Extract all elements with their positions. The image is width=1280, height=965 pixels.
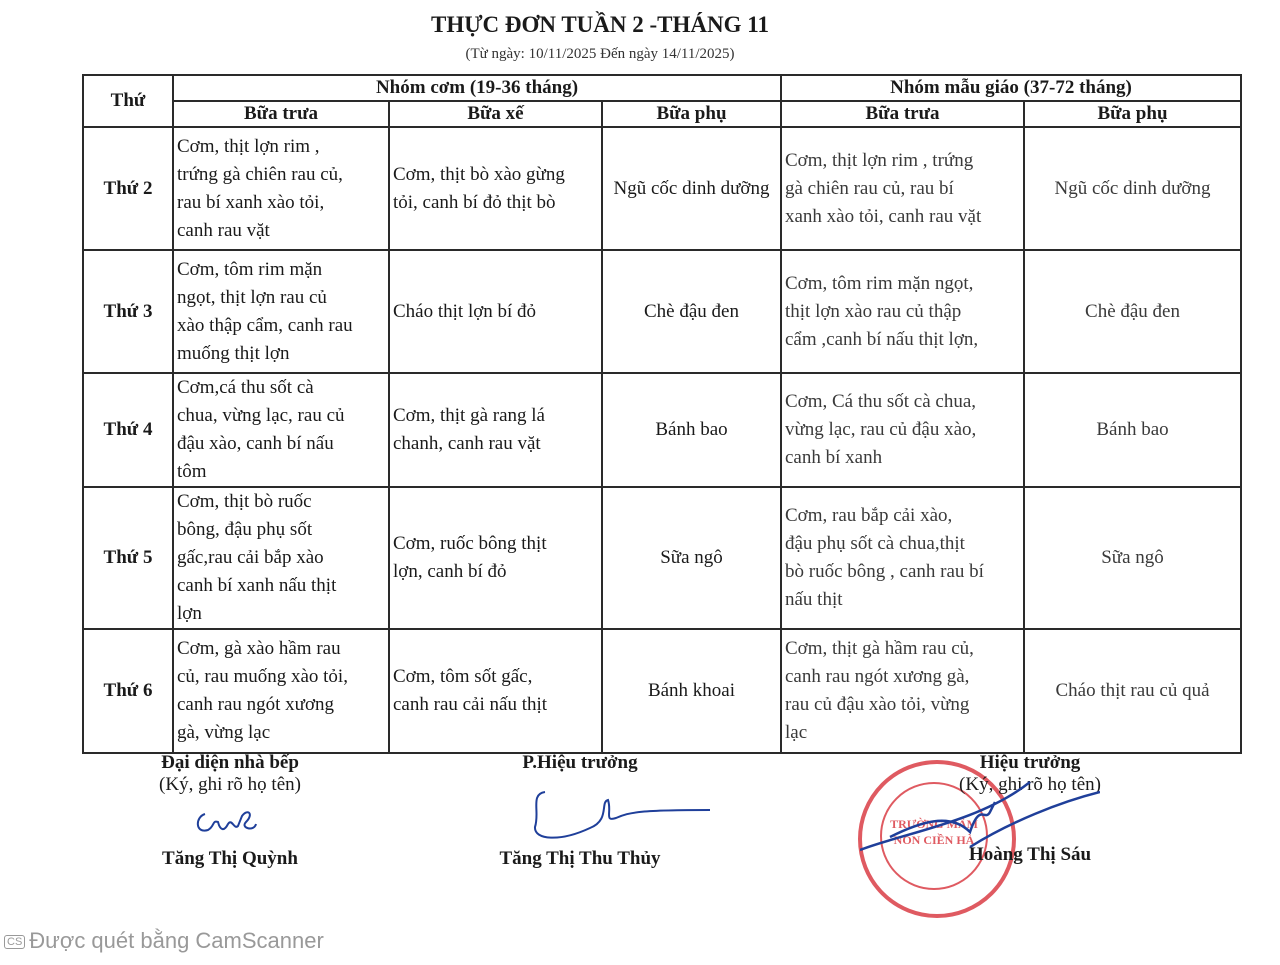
official-stamp: TRƯỜNG MẦM NON CIỀN HÀ xyxy=(858,760,1016,918)
signer-name: Tăng Thị Quỳnh xyxy=(162,848,298,869)
subheader-0: Bữa trưa xyxy=(173,101,389,127)
signer-note: (Ký, ghi rõ họ tên) xyxy=(159,774,301,795)
menu-cell: Bánh bao xyxy=(602,373,781,487)
camscanner-watermark: CS Được quét bằng CamScanner xyxy=(4,928,324,954)
menu-cell: Cơm, tôm sốt gấc, canh rau cải nấu thịt xyxy=(389,629,602,753)
header-day: Thứ xyxy=(83,75,173,127)
signer-role: P.Hiệu trưởng xyxy=(522,752,638,773)
day-cell: Thứ 6 xyxy=(83,629,173,753)
table-row xyxy=(83,629,1241,753)
signer-role: Hiệu trưởng xyxy=(979,752,1081,773)
signer-name: Tăng Thị Thu Thủy xyxy=(499,848,661,869)
menu-cell: Cơm, tôm rim mặn ngọt, thịt lợn rau củ xào thập cẩm, canh rau muống thịt lợn xyxy=(173,250,389,373)
menu-cell: Cơm, tôm rim mặn ngọt, thịt lợn xào rau củ thập cẩm ,canh bí nấu thịt lợn, xyxy=(781,250,1024,373)
menu-cell: Cơm, thịt lợn rim , trứng gà chiên rau củ, rau bí xanh xào tỏi, canh rau vặt xyxy=(781,127,1024,250)
menu-cell: Cơm, thịt gà hầm rau củ, canh rau ngót xương gà, rau củ đậu xào tỏi, vừng lạc xyxy=(781,629,1024,753)
page-title: THỰC ĐƠN TUẦN 2 -THÁNG 11 xyxy=(431,12,769,37)
menu-cell: Bánh bao xyxy=(1024,373,1241,487)
menu-cell: Cơm,cá thu sốt cà chua, vừng lạc, rau củ đậu xào, canh bí nấu tôm xyxy=(173,373,389,487)
signer-note: (Ký, ghi rõ họ tên) xyxy=(959,774,1101,795)
menu-cell: Cháo thịt rau củ quả xyxy=(1024,629,1241,753)
day-cell: Thứ 2 xyxy=(83,127,173,250)
table-row xyxy=(83,127,1241,250)
day-cell: Thứ 3 xyxy=(83,250,173,373)
menu-cell: Sữa ngô xyxy=(602,487,781,629)
menu-cell: Cơm, thịt bò xào gừng tỏi, canh bí đỏ thịt bò xyxy=(389,127,602,250)
signature-vice-principal xyxy=(470,752,690,882)
table-row xyxy=(83,250,1241,373)
subheader-3: Bữa trưa xyxy=(781,101,1024,127)
menu-cell: Cơm, thịt bò ruốc bông, đậu phụ sốt gấc,rau cải bắp xào canh bí xanh nấu thịt lợn xyxy=(173,487,389,629)
day-cell: Thứ 4 xyxy=(83,373,173,487)
menu-cell: Chè đậu đen xyxy=(1024,250,1241,373)
menu-cell: Cơm, ruốc bông thịt lợn, canh bí đỏ xyxy=(389,487,602,629)
handwritten-signature xyxy=(520,782,720,852)
menu-cell: Cơm, Cá thu sốt cà chua, vừng lạc, rau củ đậu xào, canh bí xanh xyxy=(781,373,1024,487)
menu-cell: Cơm, thịt lợn rim , trứng gà chiên rau củ, rau bí xanh xào tỏi, canh rau vặt xyxy=(173,127,389,250)
table-row xyxy=(83,487,1241,629)
signer-name: Hoàng Thị Sáu xyxy=(968,844,1092,865)
subheader-2: Bữa phụ xyxy=(602,101,781,127)
header-group-rice: Nhóm cơm (19-36 tháng) xyxy=(173,75,781,101)
menu-cell: Ngũ cốc dinh dưỡng xyxy=(1024,127,1241,250)
menu-table xyxy=(82,74,1242,754)
menu-cell: Cháo thịt lợn bí đỏ xyxy=(389,250,602,373)
menu-cell: Cơm, rau bắp cải xào, đậu phụ sốt cà chua,thịt bò ruốc bông , canh rau bí nấu thịt xyxy=(781,487,1024,629)
camscanner-logo-icon: CS xyxy=(4,935,25,949)
menu-cell: Cơm, gà xào hầm rau củ, rau muống xào tỏi, canh rau ngót xương gà, vừng lạc xyxy=(173,629,389,753)
date-range: (Từ ngày: 10/11/2025 Đến ngày 14/11/2025) xyxy=(465,46,735,62)
signature-principal xyxy=(920,752,1140,882)
header-group-kindergarten: Nhóm mẫu giáo (37-72 tháng) xyxy=(781,75,1241,101)
menu-cell: Cơm, thịt gà rang lá chanh, canh rau vặt xyxy=(389,373,602,487)
signature-kitchen xyxy=(120,752,340,882)
subheader-4: Bữa phụ xyxy=(1024,101,1241,127)
subheader-1: Bữa xế xyxy=(389,101,602,127)
table-row xyxy=(83,373,1241,487)
menu-cell: Sữa ngô xyxy=(1024,487,1241,629)
handwritten-signature xyxy=(190,802,270,842)
menu-cell: Chè đậu đen xyxy=(602,250,781,373)
menu-cell: Ngũ cốc dinh dưỡng xyxy=(602,127,781,250)
signer-role: Đại diện nhà bếp xyxy=(161,752,299,773)
day-cell: Thứ 5 xyxy=(83,487,173,629)
menu-cell: Bánh khoai xyxy=(602,629,781,753)
